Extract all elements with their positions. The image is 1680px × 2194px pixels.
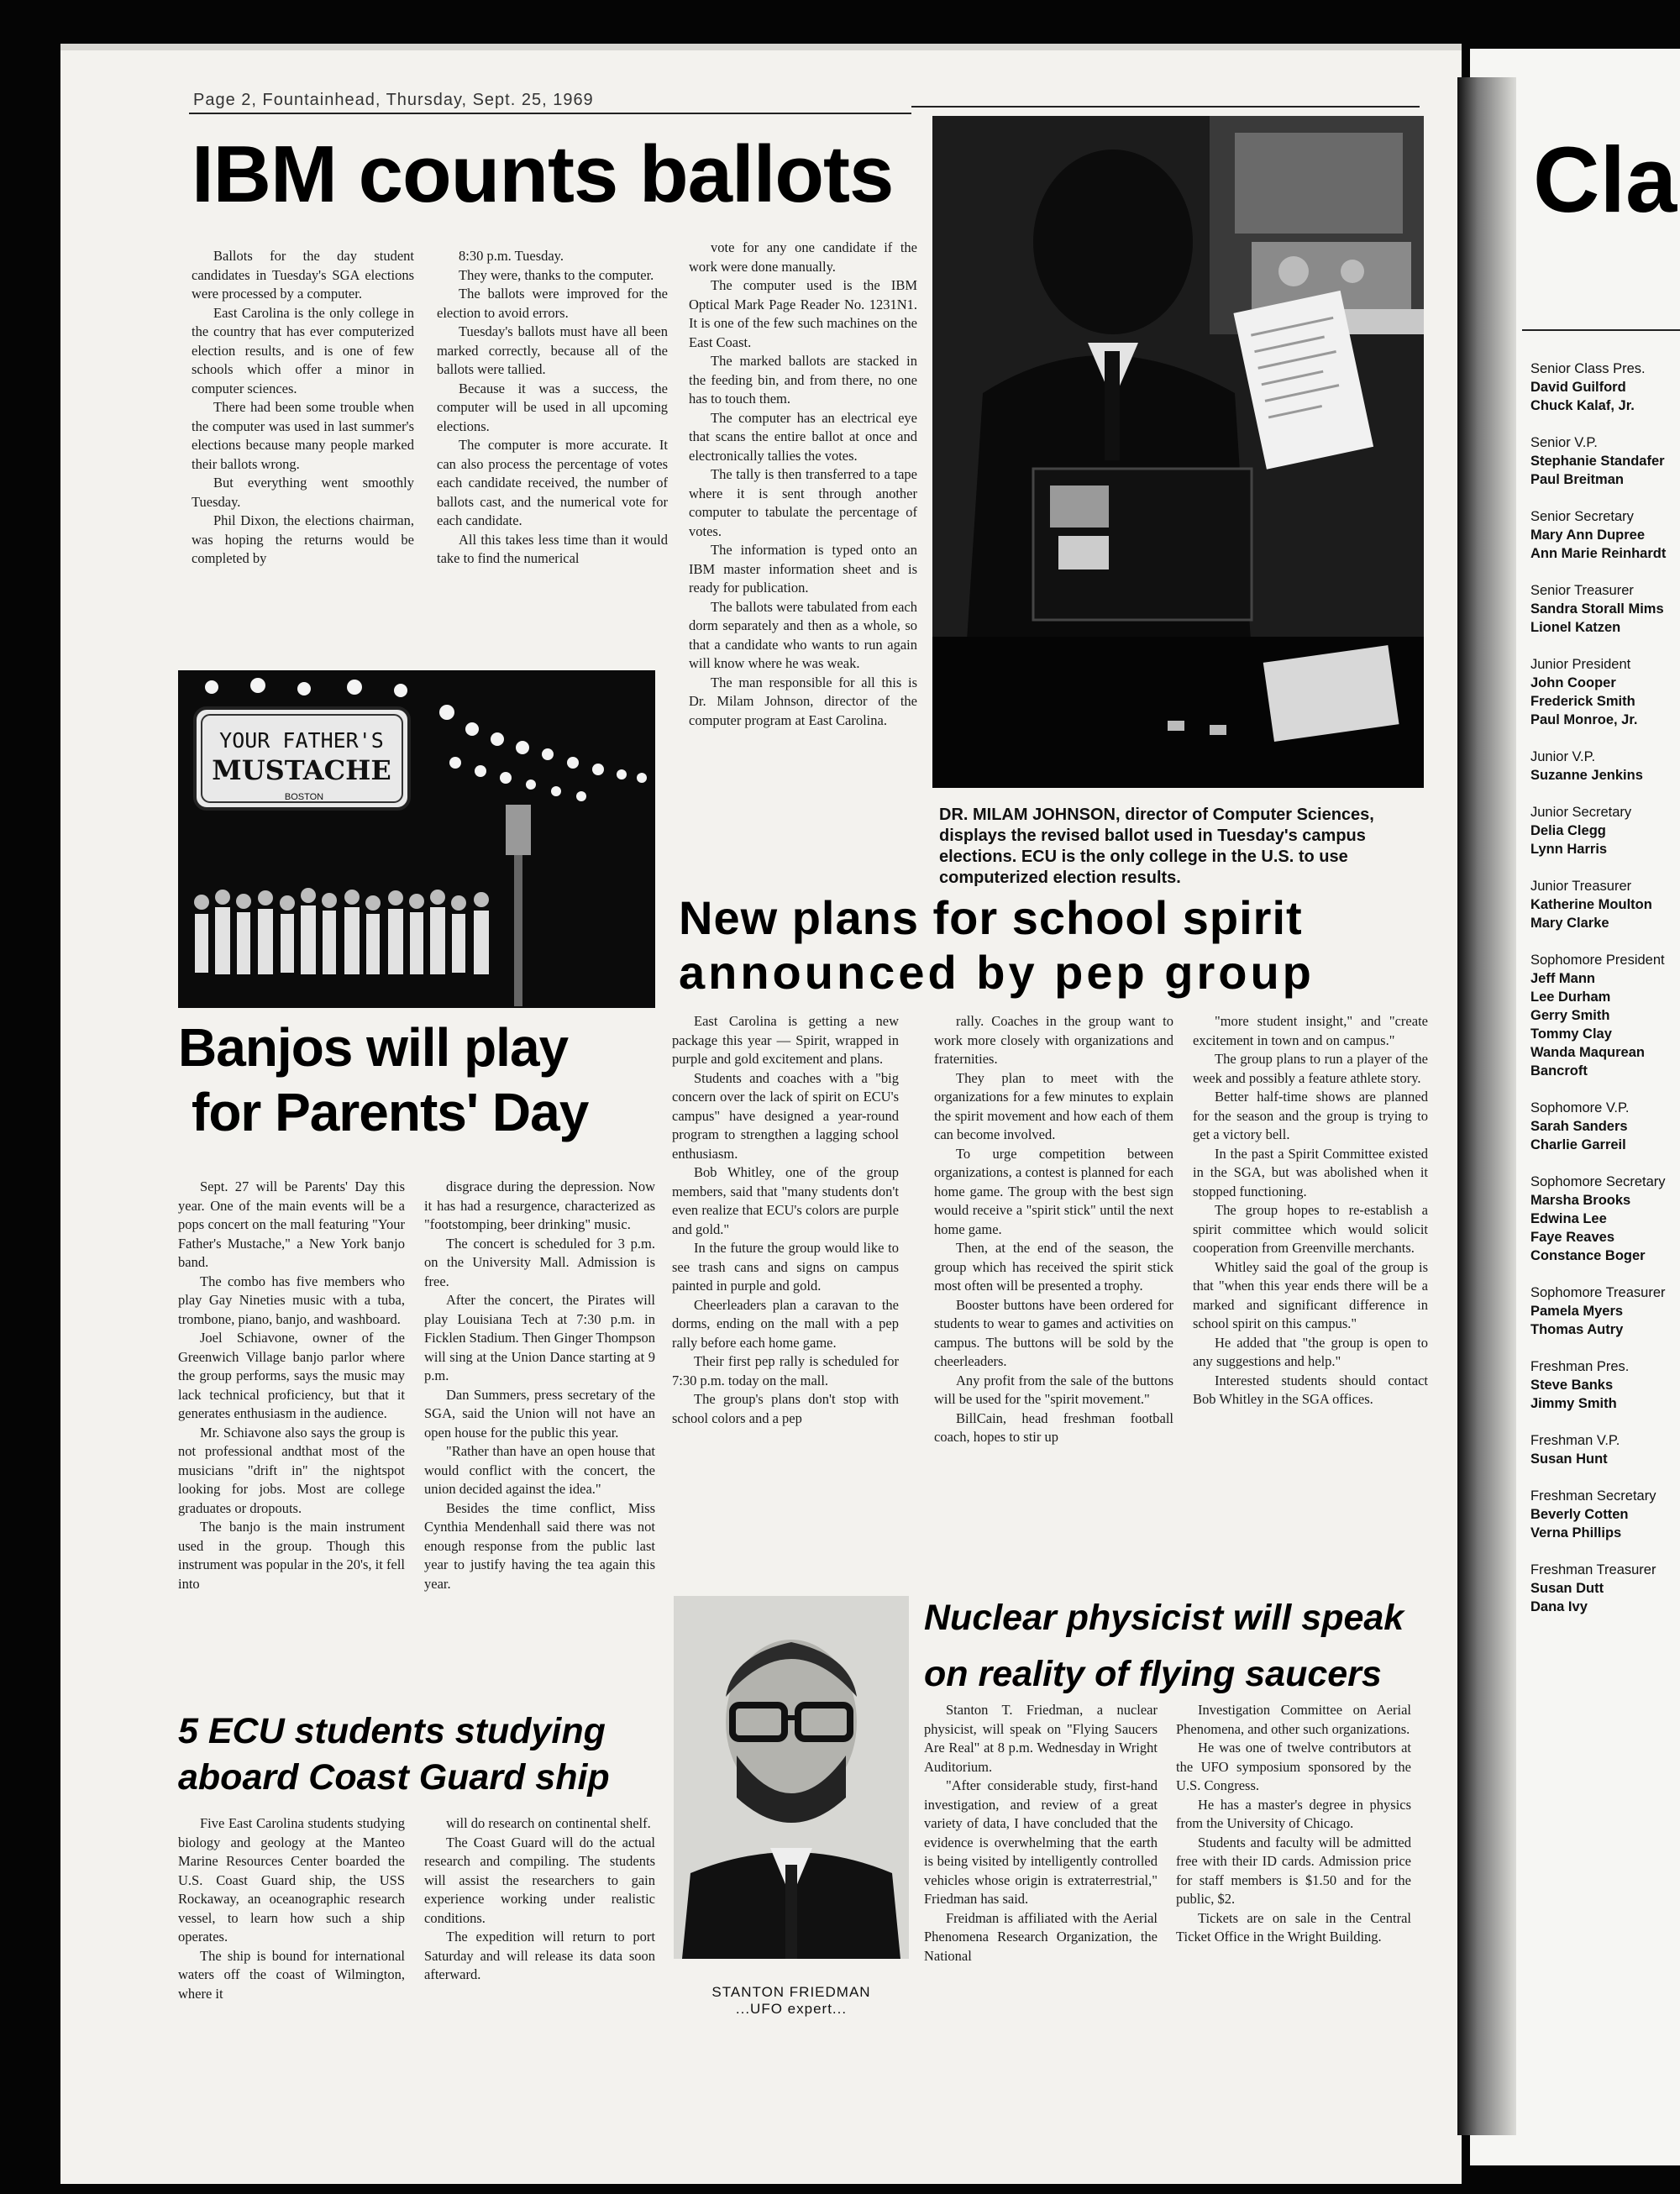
ibm-photo	[932, 116, 1424, 788]
roster-officer-name: Bancroft	[1530, 1063, 1588, 1079]
mustache-club-photo	[178, 670, 655, 1008]
paragraph: Then, at the end of the season, the group which has received the spirit stick most often will be presented a trophy.	[934, 1240, 1173, 1294]
paragraph: Freidman is affiliated with the Aerial Phenomena Research Organization, the National	[924, 1909, 1158, 1964]
roster-officer-name: Wanda Maqurean	[1530, 1045, 1645, 1060]
paragraph: Ballots for the day student candidates in Tuesday's SGA elections were processed by a computer.	[192, 248, 414, 302]
paragraph: Phil Dixon, the elections chairman, was hoping the returns would be completed by	[192, 512, 414, 566]
paragraph: Tickets are on sale in the Central Ticket Office in the Wright Building.	[1176, 1909, 1411, 1945]
spirit-column-3	[1193, 1012, 1428, 1409]
paragraph: Sept. 27 will be Parents' Day this year. One of the main events will be a pops concert on the mall featuring "Your Father's Mustache," a New York banjo band.	[178, 1178, 405, 1270]
paragraph: Stanton T. Friedman, a nuclear physicist, will speak on "Flying Saucers Are Real" at 8 p.m. Wednesday in Wright Auditorium.	[924, 1702, 1158, 1775]
paragraph: Whitley said the goal of the group is that "when this year ends there will be a marked and significant difference in school spirit on this campus."	[1193, 1258, 1428, 1331]
roster-office-title: Freshman Pres.	[1530, 1359, 1630, 1374]
paragraph: East Carolina is the only college in the country that has ever computerized election results, and is one of few schools which offer a minor in computer sciences.	[192, 304, 414, 396]
ufo-headline-line-1: Nuclear physicist will speak	[924, 1598, 1404, 1638]
roster-officer-name: Sandra Storall Mims	[1530, 601, 1664, 617]
paragraph: Their first pep rally is scheduled for 7:30 p.m. today on the mall.	[672, 1353, 899, 1388]
paragraph: Cheerleaders plan a caravan to the dorms, ending on the mall with a pep rally before each home game.	[672, 1296, 899, 1351]
roster-office-title: Junior Secretary	[1530, 805, 1632, 820]
roster-group	[1530, 655, 1680, 729]
paragraph: The Coast Guard will do the actual research and compiling. The students will assist the researchers to gain experience working under realistic conditions.	[424, 1834, 655, 1926]
roster-group	[1530, 1173, 1680, 1265]
paragraph: After the concert, the Pirates will play Louisiana Tech at 7:30 p.m. in Ficklen Stadium. Then Ginger Thompson will sing at the Union Dance starting at 9 p.m.	[424, 1292, 655, 1383]
roster-officer-name: Lee Durham	[1530, 989, 1611, 1005]
roster-officer-name: Faye Reaves	[1530, 1230, 1614, 1245]
roster-office-title: Junior V.P.	[1530, 749, 1596, 764]
paragraph: The banjo is the main instrument used in the group. Though this instrument was popular in the 20's, it fell into	[178, 1519, 405, 1592]
paragraph: The group plans to run a player of the week and possibly a feature athlete story.	[1193, 1051, 1428, 1086]
paragraph: Mr. Schiavone also says the group is not professional andthat most of the musicians "drift in" the nightspot looking for jobs. Most are college graduates or dropouts.	[178, 1424, 405, 1516]
paragraph: East Carolina is getting a new package this year — Spirit, wrapped in purple and gold excitement and plans.	[672, 1013, 899, 1067]
paragraph: 8:30 p.m. Tuesday.	[459, 248, 564, 264]
paragraph: All this takes less time than it would take to find the numerical	[437, 531, 668, 566]
roster-officer-name: Pamela Myers	[1530, 1304, 1624, 1319]
roster-group	[1530, 360, 1680, 415]
sign-line-3: BOSTON	[284, 792, 324, 802]
roster-office-title: Sophomore V.P.	[1530, 1100, 1630, 1115]
roster-group	[1530, 951, 1680, 1080]
roster-group	[1530, 1099, 1680, 1154]
paragraph: Interested students should contact Bob Whitley in the SGA offices.	[1193, 1372, 1428, 1407]
roster-officer-name: Jeff Mann	[1530, 971, 1596, 986]
ufo-column-2	[1176, 1701, 1411, 1947]
ufo-column-1	[924, 1701, 1158, 1966]
roster-office-title: Senior V.P.	[1530, 435, 1598, 450]
paragraph: There had been some trouble when the computer was used in last summer's elections because many people marked their ballots wrong.	[192, 399, 414, 472]
paragraph: He was one of twelve contributors at the UFO symposium sponsored by the U.S. Congress.	[1176, 1740, 1411, 1793]
paragraph: The group's plans don't stop with school colors and a pep	[672, 1391, 899, 1426]
roster-office-title: Freshman V.P.	[1530, 1433, 1620, 1448]
banjos-headline-line-2: for Parents' Day	[192, 1082, 589, 1142]
page-gutter	[1457, 77, 1516, 2135]
roster-officer-name: Constance Boger	[1530, 1248, 1646, 1263]
roster-officer-name: Chuck Kalaf, Jr.	[1530, 398, 1635, 413]
roster-officer-name: Mary Ann Dupree	[1530, 528, 1645, 543]
roster-officer-name: Frederick Smith	[1530, 694, 1635, 709]
paragraph: The computer has an electrical eye that scans the entire ballot at once and electronically tallies the votes.	[689, 409, 917, 464]
roster-office-title: Junior Treasurer	[1530, 879, 1632, 894]
paragraph: Because it was a success, the computer will be used in all upcoming elections.	[437, 380, 668, 434]
paragraph: The information is typed onto an IBM master information sheet and is ready for publication.	[689, 542, 917, 596]
roster-officer-name: Susan Hunt	[1530, 1451, 1608, 1467]
ibm-photo-caption: DR. MILAM JOHNSON, director of Computer Sciences, displays the revised ballot used in Tuesday's campus elections. ECU is the only college in the U.S. to use computerized election results.	[939, 806, 1374, 887]
friedman-portrait	[674, 1596, 909, 1959]
paragraph: Dan Summers, press secretary of the SGA, said the Union will not have an open house for the public this year.	[424, 1386, 655, 1441]
paragraph: In the future the group would like to see trash cans and signs on campus painted in purple and gold.	[672, 1240, 899, 1294]
roster-officer-name: Katherine Moulton	[1530, 897, 1652, 912]
roster-group	[1530, 433, 1680, 489]
coast-guard-headline-line-1: 5 ECU students studying	[178, 1711, 606, 1751]
paragraph: He added that "the group is open to any suggestions and help."	[1193, 1334, 1428, 1369]
paragraph: Joel Schiavone, owner of the Greenwich Village banjo parlor where the group performs, says the music may lack technical proficiency, but that it generates enthusiasm in the audience.	[178, 1330, 405, 1421]
paragraph: He has a master's degree in physics from the University of Chicago.	[1176, 1796, 1411, 1831]
paragraph: rally. Coaches in the group want to work more closely with organizations and fraternities.	[934, 1013, 1173, 1067]
paragraph: Investigation Committee on Aerial Phenomena, and other such organizations.	[1176, 1702, 1411, 1737]
paragraph: Students and faculty will be admitted free with their ID cards. Admission price for staff members is $1.50 and for the public, $2.	[1176, 1834, 1411, 1907]
spirit-headline-line-2: announced by pep group	[679, 946, 1315, 999]
friedman-caption	[674, 1984, 909, 2018]
sign-line-1: YOUR FATHER'S	[219, 728, 384, 753]
facing-headline-fragment: Cla	[1533, 129, 1677, 232]
roster-officer-name: Delia Clegg	[1530, 823, 1606, 838]
paragraph: Besides the time conflict, Miss Cynthia Mendenhall said there was not enough response from the public last year to justify having the tea again this year.	[424, 1499, 655, 1592]
roster-officer-name: Sarah Sanders	[1530, 1119, 1628, 1134]
paragraph: The computer is more accurate. It can also process the percentage of votes each candidate received, the number of ballots cast, and the numerical vote for each candidate.	[437, 437, 668, 528]
roster-officer-name: John Cooper	[1530, 675, 1616, 690]
roster-officer-name: Dana Ivy	[1530, 1599, 1588, 1614]
roster-group	[1530, 1283, 1680, 1339]
paragraph: Booster buttons have been ordered for students to wear to games and activities on campus. The buttons will be sold by the cheerleaders.	[934, 1296, 1173, 1369]
nightclub-illustration	[178, 670, 655, 1008]
roster-officer-name: Thomas Autry	[1530, 1322, 1624, 1337]
ufo-headline-line-2: on reality of flying saucers	[924, 1654, 1382, 1694]
paragraph: But everything went smoothly Tuesday.	[192, 475, 414, 510]
paragraph: Better half-time shows are planned for the season and the group is trying to get a victory bell.	[1193, 1089, 1428, 1142]
roster-officer-name: Stephanie Standafer	[1530, 454, 1665, 469]
masthead-rule	[189, 113, 911, 114]
roster-office-title: Sophomore Secretary	[1530, 1174, 1666, 1189]
paragraph: They were, thanks to the computer.	[459, 266, 654, 283]
roster-office-title: Sophomore President	[1530, 953, 1665, 968]
ibm-column-1	[192, 247, 414, 569]
roster-group	[1530, 803, 1680, 858]
masthead-rule-right	[911, 106, 1420, 108]
banjos-column-2	[424, 1178, 655, 1593]
roster-officer-name: Charlie Garreil	[1530, 1137, 1626, 1152]
roster-group	[1530, 1561, 1680, 1616]
roster-officer-name: Edwina Lee	[1530, 1211, 1607, 1226]
paragraph: Five East Carolina students studying biology and geology at the Manteo Marine Resources Center boarded the U.S. Coast Guard ship, the USS Rockaway, an oceanographic research vessel, to learn how such a ship operates.	[178, 1815, 405, 1945]
roster-group	[1530, 1431, 1680, 1468]
class-officers-roster	[1530, 360, 1680, 1635]
roster-group	[1530, 1357, 1680, 1413]
paragraph: "more student insight," and "create excitement in town and on campus."	[1193, 1013, 1428, 1048]
roster-officer-name: Verna Phillips	[1530, 1525, 1622, 1541]
banjos-column-1	[178, 1178, 405, 1593]
paragraph: The ship is bound for international waters off the coast of Wilmington, where it	[178, 1947, 405, 2002]
roster-office-title: Senior Class Pres.	[1530, 361, 1646, 376]
roster-group	[1530, 1487, 1680, 1542]
coast-guard-headline-line-2: aboard Coast Guard ship	[178, 1757, 610, 1798]
paragraph: The group hopes to re-establish a spirit committee which would solicit cooperation from Greenville merchants.	[1193, 1202, 1428, 1256]
paragraph: "After considerable study, first-hand investigation, and review of a great variety of data, I have concluded that the evidence is overwhelming that the earth is being visited by intelligently controlled vehicles whose origin is extraterrestrial," Friedman has said.	[924, 1777, 1158, 1907]
roster-officer-name: Mary Clarke	[1530, 916, 1609, 931]
banjos-headline-line-1: Banjos will play	[178, 1017, 569, 1078]
roster-officer-name: Marsha Brooks	[1530, 1193, 1631, 1208]
paragraph: The expedition will return to port Saturday and will release its data soon afterward.	[424, 1929, 655, 1982]
roster-officer-name: Steve Banks	[1530, 1378, 1614, 1393]
roster-officer-name: David Guilford	[1530, 380, 1626, 395]
roster-officer-name: Lionel Katzen	[1530, 620, 1621, 635]
computer-operator-illustration	[932, 116, 1424, 788]
paragraph: vote for any one candidate if the work were done manually.	[689, 239, 917, 275]
ibm-column-2	[437, 247, 668, 569]
roster-office-title: Freshman Secretary	[1530, 1488, 1656, 1504]
friedman-caption-name: STANTON FRIEDMAN	[711, 1984, 871, 2000]
paragraph: Any profit from the sale of the buttons will be used for the "spirit movement."	[934, 1372, 1173, 1407]
paragraph: The concert is scheduled for 3 p.m. on the University Mall. Admission is free.	[424, 1235, 655, 1289]
roster-office-title: Freshman Treasurer	[1530, 1562, 1656, 1577]
roster-office-title: Senior Treasurer	[1530, 583, 1634, 598]
roster-office-title: Junior President	[1530, 657, 1631, 672]
roster-officer-name: Beverly Cotten	[1530, 1507, 1629, 1522]
sign-line-2: MUSTACHE	[212, 754, 391, 786]
paragraph: Students and coaches with a "big concern over the lack of spirit on ECU's campus" have designed a year-round program to strengthen a lagging school enthusiasm.	[672, 1069, 899, 1162]
roster-officer-name: Ann Marie Reinhardt	[1530, 546, 1667, 561]
paragraph: will do research on continental shelf.	[446, 1815, 651, 1831]
paragraph: The tally is then transferred to a tape where it is sent through another computer to tabulate the percentage of votes.	[689, 466, 917, 539]
paragraph: To urge competition between organizations, a contest is planned for each home game. The group with the best sign would receive a "spirit stick" until the next home game.	[934, 1145, 1173, 1237]
paragraph: The ballots were improved for the election to avoid errors.	[437, 286, 668, 321]
coast-guard-column-2	[424, 1814, 655, 1985]
paragraph: The combo has five members who play Gay Nineties music with a tuba, trombone, piano, banjo, and washboard.	[178, 1273, 405, 1327]
paragraph: They plan to meet with the organizations for a few minutes to explain the spirit movement and how each of them can become involved.	[934, 1069, 1173, 1142]
paragraph: In the past a Spirit Committee existed in the SGA, but was abolished when it stopped functioning.	[1193, 1145, 1428, 1199]
portrait-illustration	[674, 1596, 909, 1959]
friedman-caption-desc: ...UFO expert...	[735, 2001, 848, 2017]
roster-officer-name: Lynn Harris	[1530, 842, 1608, 857]
paragraph: Tuesday's ballots must have all been marked correctly, because all of the ballots were tallied.	[437, 323, 668, 377]
paragraph: The marked ballots are stacked in the feeding bin, and from there, no one has to touch them.	[689, 353, 917, 407]
roster-officer-name: Paul Breitman	[1530, 472, 1624, 487]
paragraph: The computer used is the IBM Optical Mark Page Reader No. 1231N1. It is one of the few such machines on the East Coast.	[689, 277, 917, 350]
roster-group	[1530, 748, 1680, 785]
spirit-column-2	[934, 1012, 1173, 1447]
coast-guard-column-1	[178, 1814, 405, 2003]
paragraph: The man responsible for all this is Dr. Milam Johnson, director of the computer program at East Carolina.	[689, 674, 917, 728]
spirit-headline-line-1: New plans for school spirit	[679, 891, 1303, 944]
roster-officer-name: Suzanne Jenkins	[1530, 768, 1643, 783]
roster-group	[1530, 877, 1680, 932]
paragraph: Bob Whitley, one of the group members, said that "many students don't even realize that ECU's colors are purple and gold."	[672, 1164, 899, 1237]
paragraph: "Rather than have an open house that would conflict with the concert, the union decided against the idea."	[424, 1443, 655, 1497]
roster-group	[1530, 581, 1680, 637]
paragraph: BillCain, head freshman football coach, hopes to stir up	[934, 1409, 1173, 1445]
page-folio: Page 2, Fountainhead, Thursday, Sept. 25, 1969	[193, 91, 594, 109]
ibm-headline: IBM counts ballots	[192, 129, 894, 219]
roster-officer-name: Susan Dutt	[1530, 1581, 1604, 1596]
ibm-column-3	[689, 239, 917, 730]
roster-officer-name: Jimmy Smith	[1530, 1396, 1617, 1411]
roster-office-title: Senior Secretary	[1530, 509, 1634, 524]
roster-officer-name: Gerry Smith	[1530, 1008, 1610, 1023]
roster-office-title: Sophomore Treasurer	[1530, 1285, 1666, 1300]
paragraph: disgrace during the depression. Now it has had a resurgence, characterized as "footstomping, beer drinking" music.	[424, 1178, 655, 1232]
roster-group	[1530, 507, 1680, 563]
roster-officer-name: Tommy Clay	[1530, 1026, 1612, 1042]
facing-rule	[1522, 329, 1680, 331]
spirit-column-1	[672, 1012, 899, 1428]
paragraph: The ballots were tabulated from each dorm separately and then as a whole, so that a candidate who wants to run again will know where he was weak.	[689, 598, 917, 671]
roster-officer-name: Paul Monroe, Jr.	[1530, 712, 1638, 727]
